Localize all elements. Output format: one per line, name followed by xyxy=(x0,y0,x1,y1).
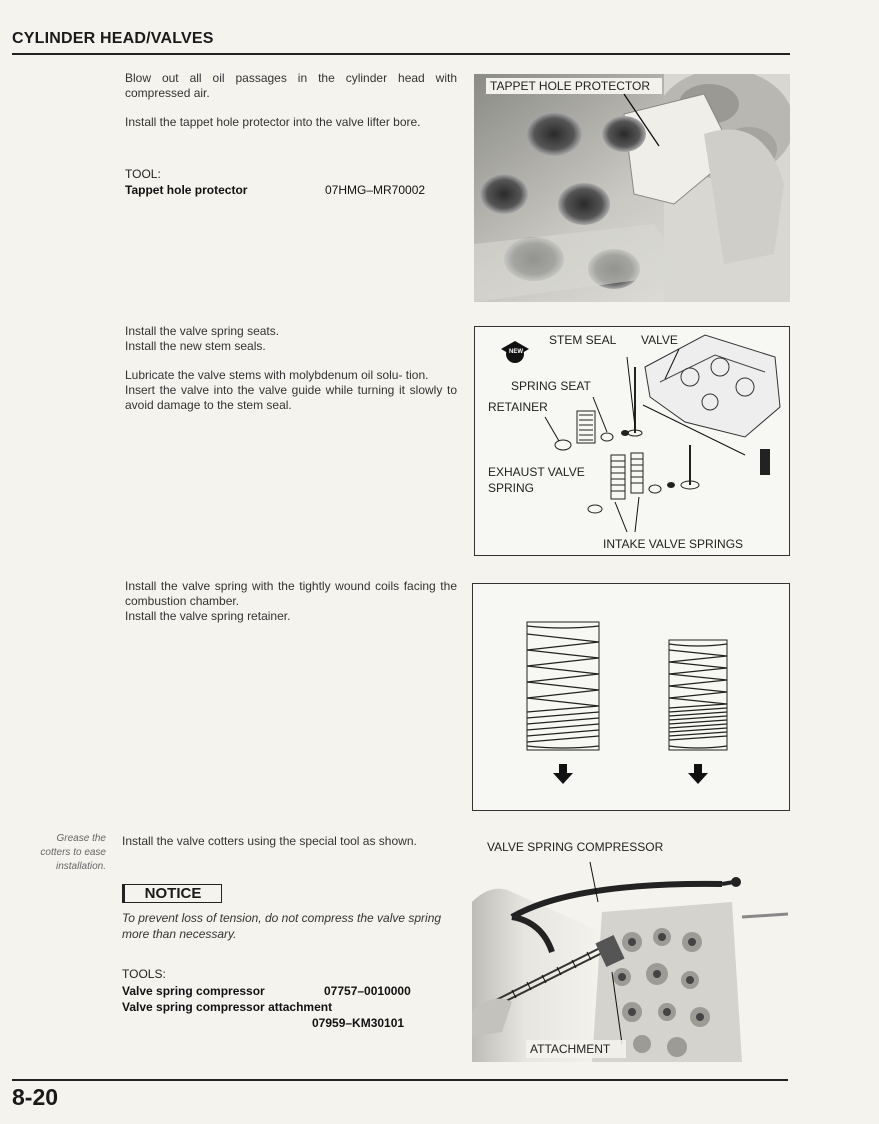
retainer-label: RETAINER xyxy=(488,400,548,414)
section1-tool-name: Tappet hole protector xyxy=(125,183,248,197)
new-badge-text: NEW xyxy=(509,349,523,355)
page-number: 8-20 xyxy=(12,1084,59,1110)
section4-tools-heading: TOOLS: xyxy=(122,967,166,981)
section1-paragraph-2: Install the tappet hole protector into the valve lifter bore. xyxy=(125,115,421,129)
footer-divider xyxy=(12,1079,788,1081)
section2-paragraph-2: Install the new stem seals. xyxy=(125,339,266,353)
section2-paragraph-4: Insert the valve into the valve guide while turning it slowly to avoid damage to the stem seal. xyxy=(125,383,457,412)
tappet-hole-protector-label: TAPPET HOLE PROTECTOR xyxy=(490,79,651,93)
attachment-label: ATTACHMENT xyxy=(530,1042,611,1056)
notice-label: NOTICE xyxy=(122,884,222,903)
valve-label: VALVE xyxy=(641,333,678,347)
valve-spring-compressor-photo xyxy=(472,862,788,1062)
section1-text xyxy=(125,71,457,130)
intake-valve-springs-label: INTAKE VALVE SPRINGS xyxy=(603,537,744,551)
tool2-number: 07959–KM30101 xyxy=(312,1016,405,1030)
margin-note xyxy=(14,832,106,874)
section1-tool-number: 07HMG–MR70002 xyxy=(325,183,426,197)
tool2-name: Valve spring compressor attachment xyxy=(122,1000,333,1014)
section3-paragraph-1: Install the valve spring with the tightly wound coils facing the combustion chamber. xyxy=(125,579,457,608)
spring-seat-label: SPRING SEAT xyxy=(511,379,591,393)
section4-paragraph-1: Install the valve cotters using the special tool as shown. xyxy=(122,834,417,848)
section1-tool-heading: TOOL: xyxy=(125,167,161,181)
page-header-title: CYLINDER HEAD/VALVES xyxy=(12,30,214,47)
section4-text xyxy=(122,834,456,849)
margin-note-line-3: installation. xyxy=(55,861,106,872)
section1-paragraph-1: Blow out all oil passages in the cylinder head with compressed air. xyxy=(125,71,457,100)
tool1-name: Valve spring compressor xyxy=(122,984,265,998)
down-arrow-icon xyxy=(553,764,573,784)
section3-text xyxy=(125,579,457,624)
section2-paragraph-3: Lubricate the valve stems with molybdenum oil solu- tion. xyxy=(125,368,429,382)
section3-paragraph-2: Install the valve spring retainer. xyxy=(125,609,291,623)
stem-seal-label: STEM SEAL xyxy=(549,333,617,347)
valve-assembly-figure xyxy=(474,326,790,556)
margin-note-line-2: cotters to ease xyxy=(40,847,106,858)
section2-paragraph-1: Install the valve spring seats. xyxy=(125,324,280,338)
compressor-photo-illustration xyxy=(472,862,788,1062)
exhaust-valve-spring-label-line2: SPRING xyxy=(488,481,535,495)
notice-text: To prevent loss of tension, do not compress the valve spring more than necessary. xyxy=(122,911,442,941)
cylinder-head-photo-illustration xyxy=(474,74,790,302)
down-arrow-icon xyxy=(688,764,708,784)
spring-orientation-figure xyxy=(472,583,790,811)
header-divider xyxy=(12,53,790,55)
margin-note-line-1: Grease the xyxy=(56,833,106,844)
exhaust-spring-drawing xyxy=(527,622,599,750)
valve-spring-compressor-label: VALVE SPRING COMPRESSOR xyxy=(487,840,664,854)
exhaust-valve-spring-label-line1: EXHAUST VALVE xyxy=(488,465,585,479)
section2-text xyxy=(125,324,457,413)
tool1-number: 07757–0010000 xyxy=(324,984,411,998)
valve-springs-diagram xyxy=(473,584,789,810)
tappet-hole-protector-photo xyxy=(474,74,790,302)
valve-assembly-diagram xyxy=(475,327,789,555)
intake-spring-drawing xyxy=(669,640,727,750)
